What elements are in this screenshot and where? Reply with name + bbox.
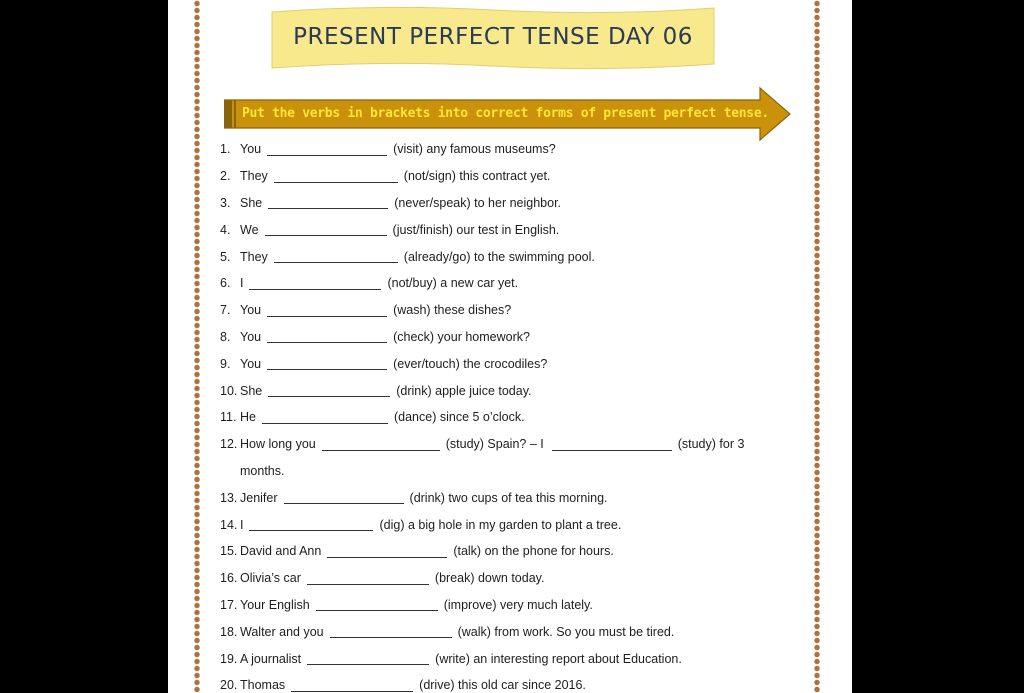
item-hint: (dance) since 5 o’clock. — [393, 410, 525, 425]
answer-blank[interactable] — [267, 330, 387, 343]
right-dotted-border — [810, 0, 824, 693]
item-number: 10. — [220, 383, 238, 398]
answer-blank[interactable] — [268, 196, 388, 209]
answer-blank[interactable] — [267, 304, 387, 317]
answer-blank[interactable] — [291, 679, 413, 692]
answer-blank[interactable] — [307, 652, 429, 665]
item-number: 6. — [220, 276, 231, 291]
item-hint: (walk) from work. So you must be tired. — [457, 624, 675, 639]
item-continuation: months. — [240, 463, 285, 478]
item-subject: They — [240, 249, 268, 264]
exercise-item — [220, 324, 780, 351]
item-subject: Walter and you — [240, 624, 324, 639]
exercise-item — [220, 136, 780, 163]
answer-blank[interactable] — [267, 143, 387, 156]
item-subject: You — [240, 142, 262, 157]
exercise-item — [220, 511, 780, 538]
answer-blank[interactable] — [307, 572, 429, 585]
answer-blank[interactable] — [274, 170, 398, 183]
item-subject: You — [240, 356, 262, 371]
item-hint: (drive) this old car since 2016. — [419, 678, 586, 693]
exercise-item — [220, 270, 780, 297]
answer-blank[interactable] — [284, 491, 404, 504]
answer-blank[interactable] — [267, 357, 387, 370]
item-subject: They — [240, 169, 268, 184]
item-number: 11. — [220, 410, 237, 425]
item-hint: (write) an interesting report about Education. — [435, 651, 682, 666]
item-subject: We — [240, 222, 259, 237]
item-hint: (talk) on the phone for hours. — [453, 544, 614, 559]
answer-blank[interactable] — [552, 438, 672, 451]
item-hint: (already/go) to the swimming pool. — [403, 249, 595, 264]
page-title: PRESENT PERFECT TENSE DAY 06 — [293, 24, 693, 50]
item-number: 20. — [220, 678, 238, 693]
exercise-item — [220, 404, 780, 431]
exercise-item — [220, 216, 780, 243]
item-hint: (drink) apple juice today. — [396, 383, 532, 398]
item-subject: Your English — [240, 597, 310, 612]
answer-blank[interactable] — [322, 438, 440, 451]
item-subject: David and Ann — [240, 544, 322, 559]
item-subject: A journalist — [240, 651, 302, 666]
answer-blank[interactable] — [262, 411, 388, 424]
item-subject: How long you — [240, 437, 316, 452]
item-number: 17. — [220, 597, 238, 612]
item-number: 9. — [220, 356, 231, 371]
item-hint: (check) your homework? — [393, 329, 530, 344]
item-number: 15. — [220, 544, 238, 559]
answer-blank[interactable] — [327, 545, 447, 558]
item-subject: I — [240, 517, 244, 532]
item-number: 12. — [220, 437, 238, 452]
exercise-item — [220, 350, 780, 377]
exercise-item — [220, 163, 780, 190]
item-number: 13. — [220, 490, 238, 505]
answer-blank[interactable] — [330, 625, 452, 638]
item-number: 16. — [220, 571, 238, 586]
item-hint: (ever/touch) the crocodiles? — [393, 356, 548, 371]
answer-blank[interactable] — [274, 250, 398, 263]
answer-blank[interactable] — [265, 223, 387, 236]
item-hint: (break) down today. — [434, 571, 545, 586]
answer-blank[interactable] — [316, 598, 438, 611]
answer-blank[interactable] — [249, 277, 381, 290]
item-hint: (wash) these dishes? — [393, 303, 512, 318]
item-subject: Olivia’s car — [240, 571, 301, 586]
item-number: 2. — [220, 169, 231, 184]
item-hint: (dig) a big hole in my garden to plant a tree. — [379, 517, 622, 532]
exercise-item — [220, 538, 780, 565]
exercise-item — [220, 297, 780, 324]
item-subject: Thomas — [240, 678, 286, 693]
exercise-item — [220, 190, 780, 217]
item-number: 5. — [220, 249, 231, 264]
exercise-item — [220, 618, 780, 645]
item-hint: (not/sign) this contract yet. — [403, 169, 551, 184]
title-banner — [270, 6, 716, 72]
exercise-item — [220, 431, 780, 458]
item-hint: (drink) two cups of tea this morning. — [409, 490, 608, 505]
item-hint: (improve) very much lately. — [443, 597, 593, 612]
item-subject: He — [240, 410, 256, 425]
item-hint: (study) for 3 — [677, 437, 745, 452]
exercise-item — [220, 243, 780, 270]
item-number: 4. — [220, 222, 231, 237]
item-subject: I — [240, 276, 244, 291]
item-subject: You — [240, 303, 262, 318]
item-hint: (just/finish) our test in English. — [392, 222, 560, 237]
item-subject: She — [240, 195, 263, 210]
item-subject: You — [240, 329, 262, 344]
answer-blank[interactable] — [249, 518, 373, 531]
item-hint: (not/buy) a new car yet. — [387, 276, 519, 291]
exercise-item — [220, 377, 780, 404]
answer-blank[interactable] — [268, 384, 390, 397]
item-hint: (never/speak) to her neighbor. — [394, 195, 562, 210]
item-number: 7. — [220, 303, 231, 318]
left-dotted-border — [190, 0, 204, 693]
item-hint: (visit) any famous museums? — [393, 142, 556, 157]
item-number: 19. — [220, 651, 238, 666]
item-subject: Jenifer — [240, 490, 278, 505]
item-subject: She — [240, 383, 263, 398]
item-number: 8. — [220, 329, 231, 344]
exercise-item — [220, 484, 780, 511]
instruction-arrow — [224, 86, 794, 142]
exercise-list — [220, 136, 780, 693]
exercise-item — [220, 645, 780, 672]
exercise-item — [220, 565, 780, 592]
exercise-item — [220, 672, 780, 693]
item-number: 1. — [220, 142, 231, 157]
item-hint: (study) Spain? – I — [445, 437, 544, 452]
exercise-item — [220, 592, 780, 619]
item-number: 3. — [220, 195, 231, 210]
worksheet-page — [168, 0, 852, 693]
item-number: 14. — [220, 517, 238, 532]
item-number: 18. — [220, 624, 238, 639]
instruction-text: Put the verbs in brackets into correct forms of present perfect tense. — [242, 106, 769, 121]
